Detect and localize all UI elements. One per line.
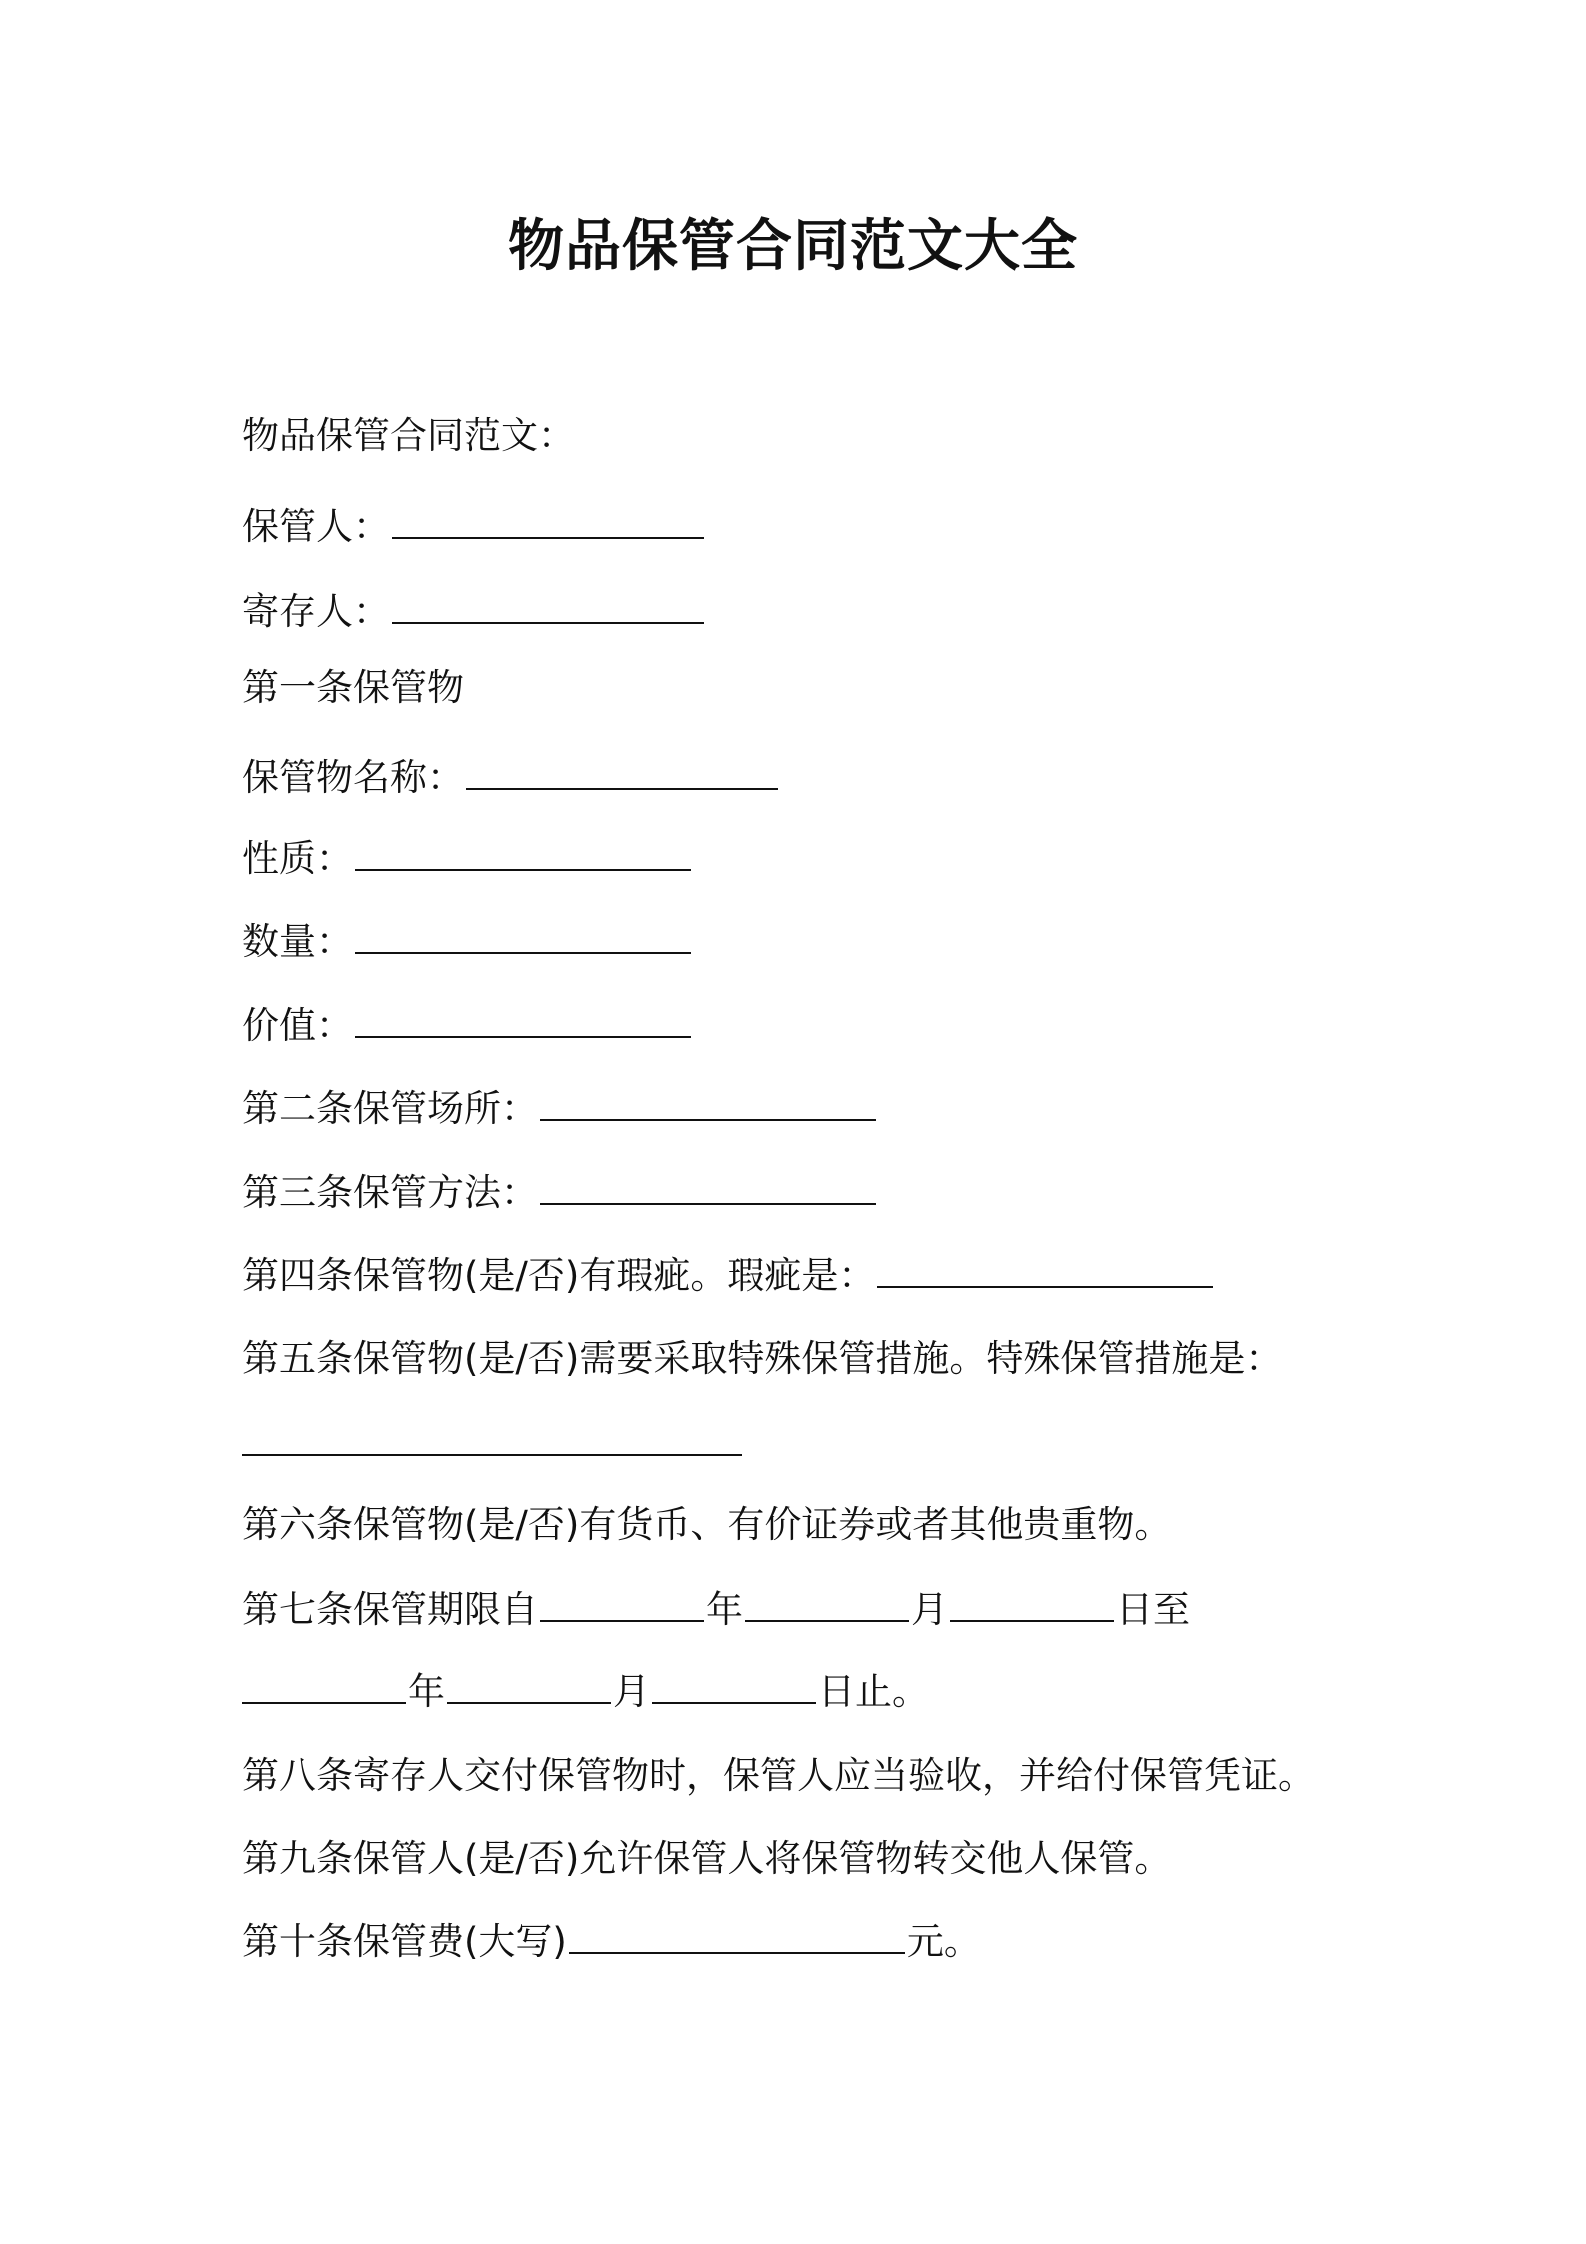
start-day-blank[interactable] — [950, 1586, 1114, 1622]
article-9-text: 第九条保管人(是/否)允许保管人将保管物转交他人保管。 — [242, 1837, 1172, 1880]
article-2-label: 第二条保管场所： — [242, 1087, 538, 1130]
article-9-line — [242, 1835, 1171, 1883]
document-title: 物品保管合同范文大全 — [508, 214, 1078, 279]
article-4-line — [242, 1252, 1215, 1300]
end-year-blank[interactable] — [242, 1668, 406, 1704]
fee-blank[interactable] — [569, 1918, 905, 1954]
article-6-text: 第六条保管物(是/否)有货币、有价证券或者其他贵重物。 — [242, 1503, 1172, 1546]
value-line — [242, 1002, 693, 1050]
article-1-heading — [242, 664, 464, 712]
start-month-blank[interactable] — [745, 1586, 909, 1622]
special-measures-blank[interactable] — [242, 1420, 742, 1456]
article-7-prefix: 第七条保管期限自 — [242, 1588, 538, 1631]
item-name-blank[interactable] — [466, 754, 778, 790]
nature-blank[interactable] — [355, 835, 691, 871]
article-5-line — [242, 1335, 1282, 1383]
article-10-line — [242, 1918, 981, 1966]
value-label: 价值： — [242, 1004, 353, 1047]
end-day-label: 日止。 — [818, 1670, 929, 1713]
custodian-blank[interactable] — [392, 503, 704, 539]
article-7-line-1 — [242, 1586, 1190, 1634]
article-4-label: 第四条保管物(是/否)有瑕疵。瑕疵是： — [242, 1254, 876, 1297]
item-name-label: 保管物名称： — [242, 756, 464, 799]
start-year-label: 年 — [706, 1588, 743, 1631]
quantity-line — [242, 918, 693, 966]
end-month-blank[interactable] — [447, 1668, 611, 1704]
item-name-line — [242, 754, 780, 802]
end-day-blank[interactable] — [652, 1668, 816, 1704]
value-blank[interactable] — [355, 1002, 691, 1038]
end-year-label: 年 — [408, 1670, 445, 1713]
depositor-blank[interactable] — [392, 588, 704, 624]
defect-blank[interactable] — [877, 1252, 1213, 1288]
article-8-line — [242, 1752, 1315, 1800]
quantity-blank[interactable] — [355, 918, 691, 954]
end-month-label: 月 — [613, 1670, 650, 1713]
start-day-label: 日至 — [1116, 1588, 1190, 1631]
storage-place-blank[interactable] — [540, 1085, 876, 1121]
article-3-line — [242, 1169, 878, 1217]
article-5-label: 第五条保管物(是/否)需要采取特殊保管措施。特殊保管措施是： — [242, 1337, 1283, 1380]
article-8-text: 第八条寄存人交付保管物时，保管人应当验收，并给付保管凭证。 — [242, 1754, 1315, 1797]
article-6-line — [242, 1501, 1171, 1549]
storage-method-blank[interactable] — [540, 1169, 876, 1205]
article-1-text: 第一条保管物 — [242, 666, 464, 709]
depositor-line — [242, 588, 706, 636]
article-7-line-2 — [242, 1668, 929, 1716]
nature-label: 性质： — [242, 837, 353, 880]
article-3-label: 第三条保管方法： — [242, 1171, 538, 1214]
intro-line — [242, 412, 575, 460]
intro-text: 物品保管合同范文： — [242, 414, 575, 457]
article-10-prefix: 第十条保管费(大写) — [242, 1920, 567, 1963]
custodian-line — [242, 503, 706, 551]
depositor-label: 寄存人： — [242, 590, 390, 633]
start-year-blank[interactable] — [540, 1586, 704, 1622]
quantity-label: 数量： — [242, 920, 353, 963]
article-5-blank-line — [242, 1420, 744, 1468]
article-2-line — [242, 1085, 878, 1133]
article-10-suffix: 元。 — [906, 1920, 981, 1963]
nature-line — [242, 835, 693, 883]
start-month-label: 月 — [911, 1588, 948, 1631]
custodian-label: 保管人： — [242, 505, 390, 548]
